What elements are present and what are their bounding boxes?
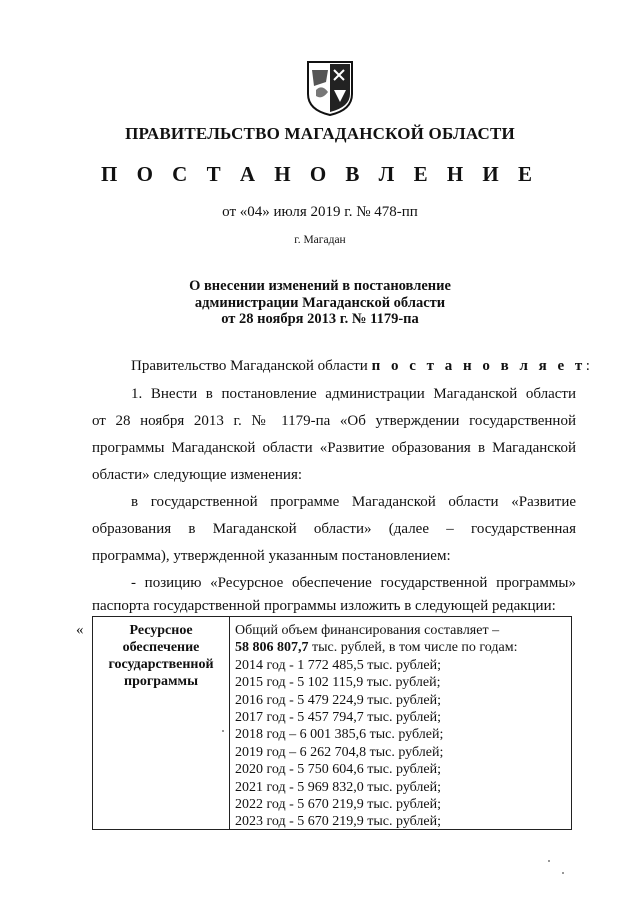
paragraph-line: от 28 ноября 2013 г. № 1179-па «Об утверждении государственной	[92, 413, 576, 429]
table-financing-cell	[235, 622, 569, 831]
year-line: 2016 год - 5 479 224,9 тыс. рублей;	[235, 692, 442, 708]
intro-verb: п о с т а н о в л я е т	[371, 358, 586, 374]
paragraph-line: 1. Внести в постановление администрации Магаданской области	[131, 386, 576, 402]
heading-line: Ресурсное	[129, 623, 193, 638]
year-line: 2015 год - 5 102 115,9 тыс. рублей;	[235, 675, 441, 691]
document-title	[0, 278, 640, 328]
scan-speck	[562, 872, 564, 874]
year-line: 2022 год - 5 670 219,9 тыс. рублей;	[235, 797, 442, 813]
resource-table	[92, 616, 572, 830]
heading-line: обеспечение	[122, 640, 200, 655]
paragraph-line: - позицию «Ресурсное обеспечение государственной программы»	[131, 575, 576, 591]
year-line: 2021 год - 5 969 832,0 тыс. рублей;	[235, 779, 442, 795]
document-city: г. Магадан	[294, 234, 346, 246]
heading-line: государственной	[108, 657, 214, 672]
table-row-heading	[93, 622, 229, 690]
intro-text: Правительство Магаданской области	[131, 358, 368, 374]
paragraph-line: образования в Магаданской области» (далее – государственная	[92, 521, 576, 537]
year-line: 2014 год - 1 772 485,5 тыс. рублей;	[235, 657, 442, 673]
document-date-number: от «04» июля 2019 г. № 478-пп	[222, 204, 418, 220]
year-line: 2017 год - 5 457 794,7 тыс. рублей;	[235, 710, 442, 726]
paragraph-line: в государственной программе Магаданской области «Развитие	[131, 494, 576, 510]
intro-colon: :	[585, 358, 590, 374]
scan-speck	[222, 730, 224, 732]
heading-line: программы	[124, 674, 198, 689]
year-line: 2018 год – 6 001 385,6 тыс. рублей;	[235, 727, 444, 743]
paragraph-line: паспорта государственной программы изложить в следующей редакции:	[92, 598, 556, 614]
paragraph-line: программы Магаданской области «Развитие образования в Магаданской	[92, 440, 576, 456]
financing-line	[235, 639, 569, 656]
year-line: 2023 год - 5 670 219,9 тыс. рублей;	[235, 814, 442, 830]
resolution-intro	[131, 357, 590, 375]
financing-line: Общий объем финансирования составляет –	[235, 623, 500, 638]
open-quote-mark: «	[76, 622, 84, 638]
title-line: О внесении изменений в постановление	[189, 278, 451, 294]
year-line: 2020 год - 5 750 604,6 тыс. рублей;	[235, 762, 442, 778]
title-line: администрации Магаданской области	[194, 294, 446, 311]
year-line: 2019 год – 6 262 704,8 тыс. рублей;	[235, 744, 444, 760]
total-rest: тыс. рублей, в том числе по годам:	[308, 640, 518, 656]
paragraph-line: программа), утвержденной указанным постановлением:	[92, 548, 451, 564]
organization-name: ПРАВИТЕЛЬСТВО МАГАДАНСКОЙ ОБЛАСТИ	[125, 124, 515, 143]
title-line: от 28 ноября 2013 г. № 1179-па	[221, 311, 419, 327]
document-type: П О С Т А Н О В Л Е Н И Е	[100, 162, 539, 186]
table-divider	[229, 617, 230, 829]
coat-of-arms-icon	[304, 60, 356, 116]
total-amount: 58 806 807,7	[235, 640, 309, 656]
scan-speck	[548, 860, 550, 862]
paragraph-line: области» следующие изменения:	[92, 467, 303, 483]
